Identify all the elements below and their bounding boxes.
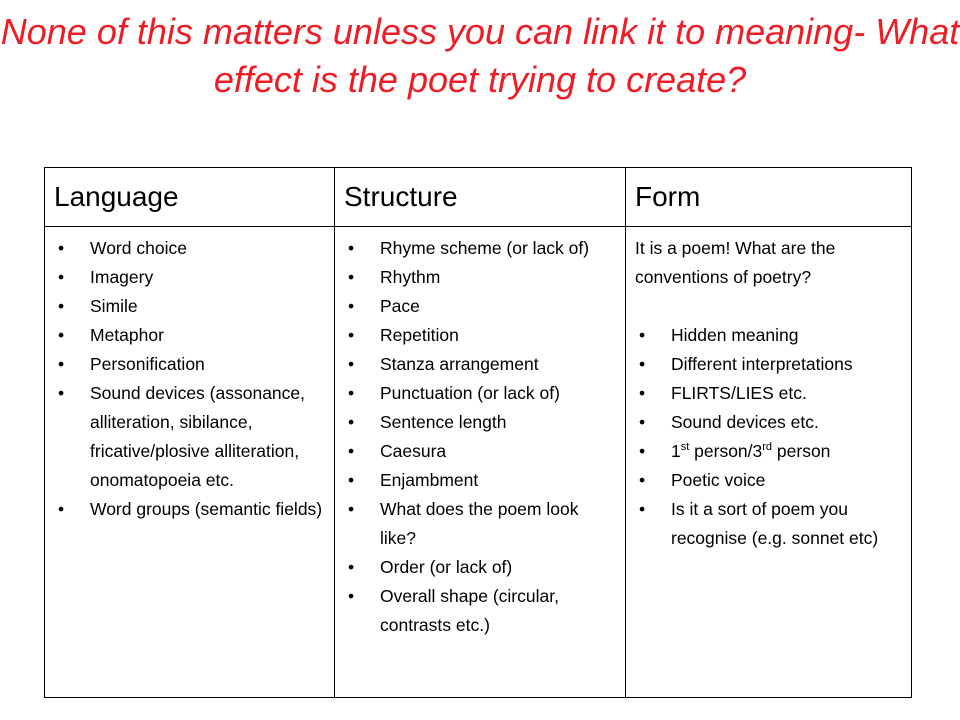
poetry-analysis-table: [44, 167, 912, 698]
content-row: [45, 227, 912, 698]
list-item: • Word groups (semantic fields): [54, 495, 328, 524]
list-item: • Personification: [54, 350, 328, 379]
person-first-sup: st: [680, 441, 690, 454]
list-item: • Is it a sort of poem you recognise (e.g. sonnet etc): [635, 495, 905, 553]
list-item: • Simile: [54, 292, 328, 321]
person-mid: person/3: [689, 441, 763, 461]
list-item: • Enjambment: [344, 466, 619, 495]
list-item: • Hidden meaning: [635, 321, 905, 350]
structure-list: [344, 234, 619, 640]
list-item: • Pace: [344, 292, 619, 321]
language-list: [54, 234, 328, 524]
list-item: • Different interpretations: [635, 350, 905, 379]
person-end: person: [772, 441, 831, 461]
form-list: [635, 321, 905, 553]
list-item: • Sound devices etc.: [635, 408, 905, 437]
list-item: • Order (or lack of): [344, 553, 619, 582]
list-item: • Caesura: [344, 437, 619, 466]
list-item: • Word choice: [54, 234, 328, 263]
form-cell: [626, 227, 912, 698]
form-intro: It is a poem! What are the conventions of poetry?: [635, 238, 836, 287]
header-language: Language: [45, 168, 335, 227]
header-form: Form: [626, 168, 912, 227]
header-structure: Structure: [335, 168, 626, 227]
structure-cell: [335, 227, 626, 698]
slide-title: None of this matters unless you can link it to meaning- What effect is the poet trying to create?: [0, 11, 960, 100]
list-item-person: [635, 437, 905, 466]
list-item: • Rhythm: [344, 263, 619, 292]
list-item: • Imagery: [54, 263, 328, 292]
list-item: • Overall shape (circular, contrasts etc.): [344, 582, 619, 640]
list-item: • Sentence length: [344, 408, 619, 437]
list-item: • Metaphor: [54, 321, 328, 350]
person-third-sup: rd: [762, 441, 773, 454]
language-cell: [45, 227, 335, 698]
list-item: • Poetic voice: [635, 466, 905, 495]
list-item: • Stanza arrangement: [344, 350, 619, 379]
list-item: • Sound devices (assonance, alliteration, sibilance, fricative/plosive alliteration, onomatopoeia etc.: [54, 379, 328, 495]
list-item: • FLIRTS/LIES etc.: [635, 379, 905, 408]
list-item: • Repetition: [344, 321, 619, 350]
header-row: [45, 168, 912, 227]
person-first: 1: [671, 441, 681, 461]
list-item: • What does the poem look like?: [344, 495, 619, 553]
list-item: • Punctuation (or lack of): [344, 379, 619, 408]
list-item: • Rhyme scheme (or lack of): [344, 234, 619, 263]
